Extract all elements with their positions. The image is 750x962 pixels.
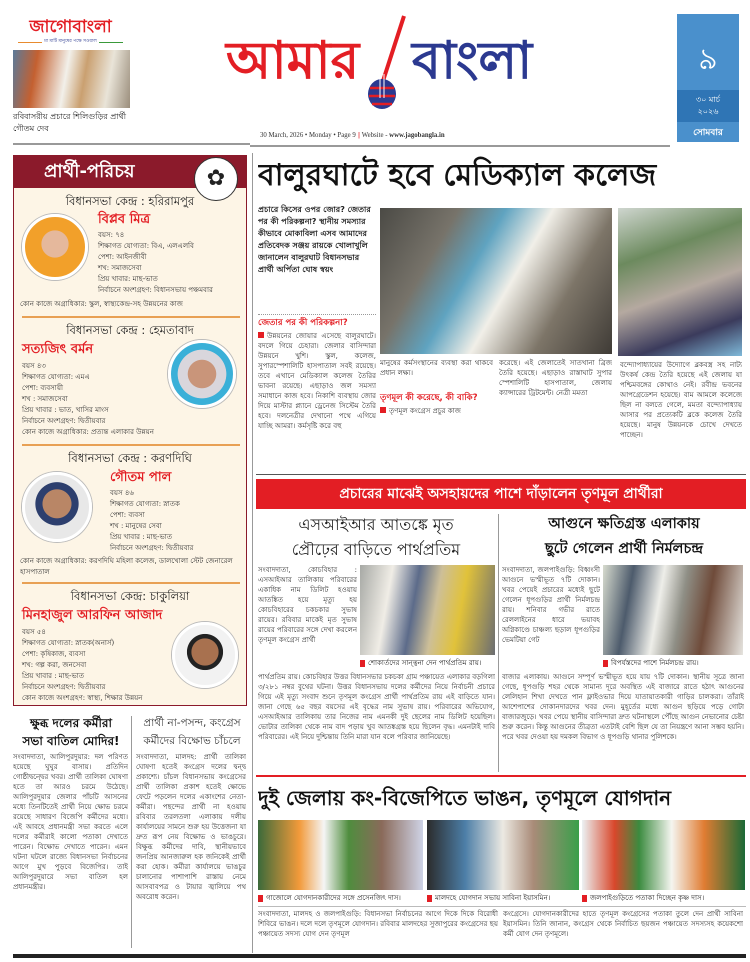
candidate-food: প্রিয় খাবার : মাছ-ভাত [110, 533, 172, 541]
lead-body-3-text: তৃণমূল কংগ্রেস প্রচুর কাজ [389, 407, 461, 415]
website-link[interactable]: www.jagobangla.in [389, 132, 445, 139]
caption-text: গাজোলে যোগদানকারীদের সঙ্গে প্রসেনজিৎ দাস। [266, 894, 401, 902]
year-bn: ২০২৬ [697, 107, 719, 116]
logo-left: আমার [226, 31, 360, 91]
main-logo [226, 14, 566, 110]
weekday-bn: সোমবার [693, 128, 723, 138]
candidate-profession: পেশা: কৃষিকাজ, ব্যবসা [22, 650, 86, 658]
candidate-priority: কোন কাজে অগ্রাধিকার: প্রত্যন্ত এলাকার উন্নয়ন [22, 428, 154, 436]
constituency-4: বিধানসভা কেন্দ্র: চাকুলিয়া [70, 589, 190, 603]
date-box [677, 14, 739, 142]
candidate-food: প্রিয় খাবার : মাছ-ভাত [22, 672, 84, 680]
lead-subhead-2: তৃণমূল কী করেছে, কী বাকি? [380, 393, 478, 403]
bullet-icon [380, 407, 386, 413]
story-sir-caption [360, 658, 495, 668]
lead-body-1-text: উন্নয়নের জোয়ার এসেছে বালুরঘাটে। বদলে গিয়ে চেহারা। জেলার বাসিন্দারা উন্নয়নে খুশি। স্কুল, কলেজ, সুপারস্পেশালিটি হাসপাতাল সবই রয়েছে। তবে এখানে মেডিক্যাল কলেজ তৈরির ভাবনা রয়েছে। এছাড়াও জল সমস্যা সমাধানে কাজ হবে। নিকাশি ব্যবস্থায় জোর দিয়ে মাস্টার প্ল্যানে ড্রেনেজ সিস্টেম তৈরি হবে। দলনেত্রীর দেখানো পথে এগিয়ে যাচ্ছি আমরা। কর্মসৃষ্টি করে বহু [258, 332, 376, 430]
story-bottom-photo-1[interactable] [258, 820, 423, 890]
lead-intro: প্রচারে কিসের ওপর জোর? জেতার পর কী পরিকল্পনা? স্থানীয় সমস্যার কীভাবে মোকাবিলা এসব আমাদের প্রতিবেদক সঞ্জয় রায়কে খোলাখুলি জানালেন বালুরঘাট বিধানসভার প্রার্থী অর্পিতা ঘোষ স্বয়ং [258, 205, 371, 274]
candidate-contest: নির্বাচনে অংশগ্রহণ: দ্বিতীয়বার [22, 683, 106, 691]
story-sir-headline[interactable] [258, 512, 494, 562]
bottom-caption-1 [258, 893, 423, 903]
story-bjp-body: সংবাদদাতা, আলিপুরদুয়ার: দল পরিণত হয়েছে ঘুঘুর বাসায়। প্রতিদিন গোষ্ঠীদ্বন্দ্বের খবর। প্রার্থী তালিকা ঘোষণা হতে তা আরও চরমে উঠেছে। আলিপুরদুয়ার জেলার পাঁচটি আসনের মধ্যে তিনটিতেই প্রার্থী নিয়ে ক্ষোভ চরমে রয়েছে সাধারণ বিজেপি কর্মীদের মধ্যে। এই আবহে প্রধানমন্ত্রী সভা করতে এলে দলের কর্মীরাই কালো পতাকা দেখাতে পারেন। বিক্ষোভ দেখাতে পারেন। এমন ঘটনা ঘটলে রাজ্যে বিধানসভা নির্বাচনের আগে মুখ পুড়বে বিজেপির। তাই আলিপুরদুয়ারে সভা বাতিল হল প্রধানমন্ত্রীর। [13, 753, 128, 891]
ektara-icon [366, 14, 412, 110]
panel-title: প্রার্থী-পরিচয় [44, 161, 135, 182]
headline-line: প্রার্থী না-পসন্দ, কংগ্রেস [143, 717, 241, 729]
story-congress-body: সংবাদদাতা, মালদহ: প্রার্থী তালিকা ঘোষণা হতেই কংগ্রেস দলের দ্বন্দ্ব প্রকাশ্যে। চাঁচল বিধানসভায় কংগ্রেসের প্রার্থী তালিকা প্রকাশ হতেই ক্ষোভে ফেটে পড়লেন দলের একাংশের নেতা-কর্মীরা। পছন্দের প্রার্থী না হওয়ায় রবিবার তরলতলা এলাকায় দলীয় কার্যালয়ের সামনে শুরু হয় উত্তেজনা যা দ্রুত রূপ নেয় বিক্ষোভ ও ভাঙচুরে। বিক্ষুব্ধ কর্মীদের দাবি, স্থানীয়ভাবে জনপ্রিয় আনজারুল হক জনিকেই প্রার্থী করা হোক। কর্মীরা কার্যালয়ে ভাঙচুর চালানোর পাশাপাশি রাস্তায় নেমে আসবাবপত্র ও টায়ার জ্বালিয়ে পথ অবরোধ করেন। [136, 753, 246, 901]
candidate-education: শিক্ষাগত যোগ্যতা: স্নাতক(অনার্স) [22, 639, 115, 647]
candidate-photo-1 [22, 214, 88, 280]
candidate-contest: নির্বাচনে অংশগ্রহণ: দ্বিতীয়বার [110, 544, 194, 552]
candidate-hobby: শখ: গল্প করা, জনসেবা [22, 661, 87, 669]
candidate-food: প্রিয় খাবার : ভাত, খাসির মাংস [22, 406, 109, 414]
lead-headline[interactable]: বালুরঘাটে হবে মেডিক্যাল কলেজ [258, 158, 657, 193]
headline-line: আগুনে ক্ষতিগ্রস্ত এলাকায় [548, 516, 700, 532]
candidate-name-4: মিনহাজুল আরফিন আজাদ [22, 608, 163, 623]
candidate-hobby: শখ: সমাজসেবা [98, 264, 142, 272]
party-symbol-icon: ✿ [194, 157, 238, 201]
lead-photo-main[interactable] [380, 208, 612, 354]
story-fire-caption [603, 658, 743, 668]
story-bottom-photo-2[interactable] [427, 820, 579, 890]
candidates-panel [13, 155, 247, 706]
caption-text: মালদহে যোগদান সভায় সাবিনা ইয়াসমিন। [435, 894, 551, 902]
candidate-name-2: সত্যজিৎ বর্মন [22, 342, 94, 357]
candidate-photo-3 [22, 472, 92, 542]
story-bottom-body-1: সংবাদদাতা, মালদহ ও জলপাইগুড়ি: বিধানসভা নির্বাচনের আগে দিকে দিকে বিরোধী শিবিরে ভাঙন। দলে দলে তৃণমূলে যোগদান। রবিবার মালদহের সুজাপুরের কংগ্রেসের ছয় পঞ্চায়েত সদস্য যোগ দেন তৃণমূল [258, 910, 498, 938]
story-fire-body-top: সংবাদদাতা, জলপাইগুড়ি: বিধ্বংসী আগুনে ভস্মীভূত ৭টি দোকান। খবর পেয়েই প্রচারের মধ্যেই ছুটে গেলেন ধূপগুড়ির প্রার্থী নির্মলচন্দ্র রায়। শনিবার গভীর রাতে রেললাইনের ধারে ভয়াবহ অগ্নিকাণ্ডে চাঞ্চল্য ছড়াল ধূপগুড়ির ভেমটিয়া গেট [502, 566, 600, 644]
caption-text: জলপাইগুড়িতে পতাকা দিচ্ছেন কৃষ্ণ দাস। [590, 894, 705, 902]
story-bottom-photo-3[interactable] [582, 820, 745, 890]
story-bjp-headline[interactable] [13, 714, 129, 750]
candidate-photo-4 [172, 622, 238, 688]
headline-line: প্রৌঢ়ের বাড়িতে পার্থপ্রতিম [291, 540, 461, 559]
candidate-education: শিক্ষাগত যোগ্যতা: এমএ [22, 373, 90, 381]
mini-tagline: মা মাটি মানুষের পক্ষে সওয়াল [44, 39, 97, 44]
candidate-profession: পেশা: ব্যবসা [110, 511, 145, 519]
headline-line: ছুটে গেলেন প্রার্থী নির্মলচন্দ্র [544, 541, 704, 557]
candidate-profession: পেশা: ব্যবসায়ী [22, 384, 63, 392]
candidate-name-1: বিপ্লব মিত্র [98, 212, 151, 227]
dateline: 30 March, 2026 • Monday • Page 9 || Website - www.jagobangla.in [260, 132, 445, 139]
teaser-caption[interactable]: রবিবাসরীয় প্রচারে শিলিগুড়ির প্রার্থী গৌতম দেব [13, 112, 126, 133]
caption-text: বিপর্যস্তদের পাশে নির্মলচন্দ্র রায়। [611, 659, 699, 667]
lead-body-4: করেছে। এই জেলাতেই সাতখানা ব্রিজ তৈরি হয়েছে। এছাড়াও রাস্তাঘাট সুপার স্পেশালিটি হাসপাতাল, জেলায় ক্যান্সারের ট্রিটমেন্ট। নেত্রী মমতা [499, 359, 612, 397]
candidate-photo-2 [168, 340, 236, 408]
story-fire-photo[interactable] [603, 565, 743, 655]
candidate-priority: কোন কাজে অগ্রাধিকার: করণদিঘি মহিলা কলেজ, ডালখোলা স্টেট জেনারেল হাসপাতাল [20, 557, 233, 576]
story-bottom-headline[interactable]: দুই জেলায় কং-বিজেপিতে ভাঙন, তৃণমূলে যোগদান [258, 786, 672, 810]
candidate-age: বয়স ৪৩ [22, 362, 46, 370]
lead-body-5: বন্দ্যোপাধ্যায়ের উদ্যোগে ব্লকবস্ত্র সহ নাট্য উৎকর্ষ কেন্দ্র তৈরি হয়েছে এই জেলায় যা পশ্চিমবঙ্গের কোথাও নেই। রবীন্দ্র ভবনের আপগ্রেডেশন হয়েছে। বাম আমলে কলেজে ছিল না বলতে গেলে, মমতা বন্দ্যোপাধ্যায় আসার পর প্রত্যেকটি ব্লকে কলেজ তৈরি হয়েছে। মানুষ উন্নয়নকে চোখে দেখতে পাচ্ছেন। [620, 361, 742, 439]
banner[interactable] [256, 479, 746, 509]
headline-line: ক্ষুব্ধ দলের কর্মীরা [30, 716, 112, 730]
story-bottom-body-2: কংগ্রেসে। যোগদানকারীদের হাতে তৃণমূল কংগ্রেসের পতাকা তুলে দেন প্রার্থী সাবিনা ইয়াসমিন। তিনি জানান, কংগ্রেস থেকে নির্বাচিত ছয়জন পঞ্চায়েত সদস্যসহ কয়েকশো কর্মী যোগ দেন তৃণমূলে। [503, 910, 743, 938]
lead-body-2: মানুষের কর্মসংস্থানের ব্যবস্থা করা থাকবে প্রধান লক্ষ্য। [380, 359, 493, 377]
banner-text: প্রচারের মাঝেই অসহায়দের পাশে দাঁড়ালেন তৃণমূল প্রার্থীরা [339, 486, 663, 502]
logo-right: বাংলা [412, 31, 533, 91]
bottom-caption-2 [427, 893, 579, 903]
mini-logo [18, 16, 123, 46]
constituency-2: বিধানসভা কেন্দ্র : হেমতাবাদ [66, 323, 194, 337]
mini-logo-text: জাগোবাংলা [29, 17, 112, 37]
date-bn: ৩০ মার্চ [695, 95, 721, 104]
caption-text: শোকার্তদের সান্ত্বনা দেন পার্থপ্রতিম রায়। [368, 659, 482, 667]
story-fire-headline[interactable] [502, 512, 746, 562]
candidate-priority: কোন কাজে অগ্রাধিকার: স্কুল, স্বাস্থ্যকেন্দ্র-সহ উন্নয়নের কাজ [20, 300, 183, 308]
constituency-3: বিধানসভা কেন্দ্র : করণদিঘি [68, 451, 192, 465]
lead-body-3 [380, 406, 493, 466]
story-congress-headline[interactable] [135, 714, 249, 750]
candidate-age: বয়স ৫৪ [22, 628, 46, 636]
headline-line: সভা বাতিল মোদির! [22, 734, 120, 748]
candidate-food: প্রিয় খাবার: মাছ-ভাত [98, 275, 158, 283]
candidate-contest: নির্বাচনে অংশগ্রহণ: বিধানসভায় পঞ্চমবার [98, 286, 213, 294]
candidate-contest: নির্বাচনে অংশগ্রহণ: দ্বিতীয়বার [22, 417, 106, 425]
candidate-education: শিক্ষাগত যোগ্যতা: বিএ, এলএলবি [98, 242, 194, 250]
teaser-photo[interactable] [13, 50, 130, 108]
candidate-hobby: শখ : সমাজসেবা [22, 395, 68, 403]
candidate-hobby: শখ : মানুষের সেবা [110, 522, 162, 530]
story-sir-body-top: সংবাদদাতা, কোচবিহার : এসআইআর তালিকায় পরিবারের একাধিক নাম ডিলিট হওয়ায় আতঙ্কিত হয়ে মৃত্যু হয় কোচবিহারের চকচকার সুভাষ রায়ের। রবিবার মাকেই মৃত সুভাষ রায়ের পরিবারের সঙ্গে দেখা করলেন তৃণমূল কংগ্রেস প্রার্থী [258, 566, 357, 644]
page-number: ৯ [698, 42, 718, 77]
lead-body-1 [258, 331, 376, 471]
story-fire-body-bottom: বাজার এলাকায়। আগুনে সম্পূর্ণ ভস্মীভূত হয়ে যায় ৭টি দোকান। স্থানীয় সূত্রে জানা গেছে, ধূপগুড়ি শহর থেকে সামান্য দূরে অবস্থিত এই বাজারে রাতে হঠাৎ আগুনের লেলিহান শিখা দেখতে পান ফ্লাইওভার দিয়ে যাতায়াতকারী গাড়ির চালকরা। তাঁরাই আশেপাশের দোকানদারদের খবর দেন। মুহূর্তের মধ্যে আগুন ছড়িয়ে পড়ে গোটা বাজারজুড়ে। খবর পেয়ে স্থানীয় বাসিন্দারা দ্রুত ঘটনাস্থলে পৌঁছে আগুন নেভানোর চেষ্টা শুরু করেন। কিন্তু আগুনের তীব্রতা এতটাই বেশি ছিল যে তা নিয়ন্ত্রণে আনা সম্ভব হয়নি। পরে খবর দেওয়া হয় দমকল বিভাগ ও ধূপগুড়ি থানার পুলিশকে। [502, 673, 744, 741]
constituency-1: বিধানসভা কেন্দ্র : হরিরামপুর [65, 194, 195, 208]
candidate-age: বয়স ৪৬ [110, 489, 134, 497]
website-label: Website - [361, 132, 388, 139]
lead-subhead-1: জেতার পর কী পরিকল্পনা? [258, 318, 348, 328]
bottom-caption-3 [582, 893, 745, 903]
headline-line: কর্মীদের বিক্ষোভ চাঁচলে [143, 735, 241, 747]
story-sir-photo[interactable] [360, 565, 495, 655]
lead-photo-side[interactable] [618, 208, 742, 356]
candidate-profession: পেশা: আইনজীবী [98, 253, 147, 261]
dateline-text: 30 March, 2026 • Monday • Page 9 [260, 132, 356, 139]
candidate-name-3: গৌতম পাল [110, 470, 172, 485]
story-sir-body-bottom: পার্থপ্রতিম রায়। কোচবিহার উত্তর বিধানসভার চকচকা গ্রাম পঞ্চায়েত এলাকার বড়গিলা ৩/২৮১ নম্বর বুথের ঘটনা। উত্তর বিধানসভায় দলের কর্মীদের নিয়ে নির্বাচনী প্রচারে গিয়ে এই মৃত্যু সংবাদ শুনে তৃণমূল কংগ্রেস প্রার্থী পার্থপ্রতিম রায় এই বাড়িতে যান। জানা গেছে ৬৫ বছর বয়সের এই বৃদ্ধের নাম সুভাষ রায়। পরিবারের অভিযোগ, এসআইআর তালিকায় তার নিজের নাম এমনকী দুই ছেলের নাম ডিলিট হয়েছিল। ভোটার তালিকা থেকে নাম বাদ পড়ায় খুব আতঙ্কগ্রস্ত হয়ে ছিলেন বৃদ্ধ। এমনটাই দাবি পরিবারের। এই নিয়ে দুশ্চিন্তায় তিনি মারা যান বলে পরিবার জানিয়েছে। [258, 673, 495, 741]
candidate-education: শিক্ষাগত যোগ্যতা: স্নাতক [110, 500, 180, 508]
candidate-priority: কোন কাজে অংশগ্রহণ: স্বাস্থ্য, শিক্ষার উন্নয়ন [22, 694, 143, 702]
bullet-icon [258, 332, 264, 338]
candidate-age: বয়স: ৭৪ [98, 231, 125, 239]
headline-line: এসআইআর আতঙ্কে মৃত [298, 515, 454, 534]
